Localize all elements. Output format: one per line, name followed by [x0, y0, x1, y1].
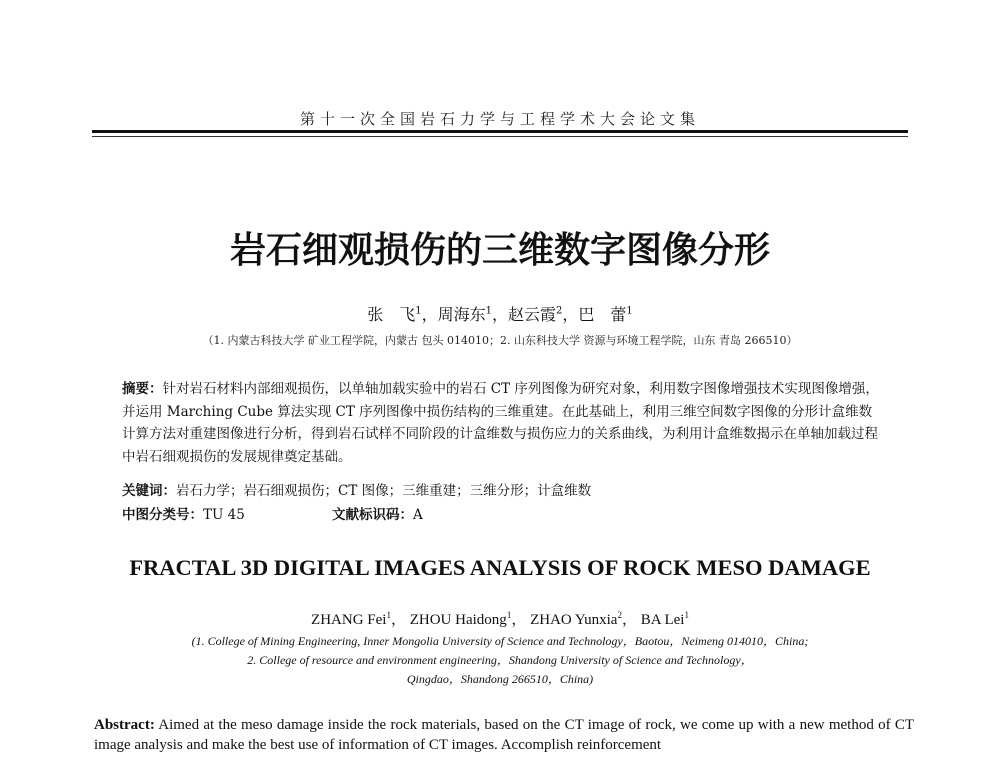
english-author-name: ZHANG Fei [311, 612, 387, 628]
english-abstract-label: Abstract: [94, 717, 155, 733]
chinese-author-affiliation-mark: 2 [556, 305, 563, 317]
chinese-classification [122, 505, 882, 525]
chinese-title: 岩石细观损伤的三维数字图像分形 [229, 230, 770, 271]
english-authors: ZHANG Fei$^1$， ZHOU Haidong$^1$， ZHAO Yunxia$^2$， BA Lei$^1$ [311, 610, 689, 628]
english-author-affiliation-mark: 1 [684, 610, 689, 620]
chinese-author-affiliation-mark: 1 [415, 305, 422, 317]
class-number-value: TU 45 [203, 507, 245, 523]
english-affiliation-line: 2. College of resource and environment engineering，Shandong University of Science and Technology， [247, 653, 753, 667]
chinese-author-name: 张 飞 [367, 305, 416, 324]
running-header: 第十一次全国岩石力学与工程学术大会论文集 [299, 110, 700, 128]
english-title: FRACTAL 3D DIGITAL IMAGES ANALYSIS OF ROCK MESO DAMAGE [129, 555, 871, 580]
chinese-author-name: 赵云霞 [508, 305, 557, 324]
class-number-label: 中图分类号： [122, 507, 203, 523]
english-affiliation [80, 632, 920, 689]
english-affiliation-line: (1. College of Mining Engineering, Inner Mongolia University of Science and Technology，Baotou，Neimeng 014010，China; [191, 634, 809, 648]
chinese-author-name: 巴 蕾 [578, 305, 627, 324]
document-code-label: 文献标识码： [332, 507, 413, 523]
document-code [332, 505, 423, 525]
chinese-abstract-text: 针对岩石材料内部细观损伤，以单轴加载实验中的岩石 CT 序列图像为研究对象，利用数字图像增强技术实现图像增强，并运用 Marching Cube 算法实现 CT 序列图像中损伤结构的三维重建。在此基础上，利用三维空间数字图像的分形计盒维数计算方法对重建图像进行分析，得到岩石试样不同阶段的计盒维数与损伤应力的关系曲线，为利用计盒维数揭示在单轴加载过程中岩石细观损伤的发展规律奠定基础。 [122, 381, 879, 465]
english-affiliation-line: Qingdao，Shandong 266510，China) [406, 672, 594, 686]
chinese-authors: 张 飞$^1$，周海东$^1$，赵云霞$^2$，巴 蕾$^1$ [367, 305, 633, 324]
chinese-abstract-label: 摘要： [122, 381, 163, 397]
chinese-author-name: 周海东 [437, 305, 486, 324]
english-author-name: BA Lei [640, 612, 685, 628]
english-author-affiliation-mark: 1 [506, 610, 512, 620]
english-author-name: ZHOU Haidong [409, 612, 507, 628]
chinese-author-affiliation-mark: 1 [626, 305, 633, 317]
header-rule-thin [92, 136, 908, 137]
english-author-affiliation-mark: 1 [386, 610, 391, 620]
english-abstract [94, 715, 914, 755]
english-abstract-text: Aimed at the meso damage inside the rock materials, based on the CT image of rock, we come up with a new method of CT image analysis and make the best use of information of CT images. Accomplish reinforcement [94, 717, 914, 753]
chinese-keywords-label: 关键词： [122, 483, 176, 499]
chinese-keywords-text: 岩石力学；岩石细观损伤；CT 图像；三维重建；三维分形；计盒维数 [176, 483, 592, 499]
chinese-keywords [122, 481, 882, 501]
chinese-affiliation: （1. 内蒙古科技大学 矿业工程学院，内蒙古 包头 014010；2. 山东科技大学 资源与环境工程学院，山东 青岛 266510） [202, 334, 798, 347]
english-author-affiliation-mark: 2 [617, 610, 622, 620]
header-rule-thick [92, 130, 908, 133]
document-code-value: A [413, 507, 423, 523]
english-author-name: ZHAO Yunxia [530, 612, 618, 628]
chinese-abstract [122, 378, 882, 468]
chinese-author-affiliation-mark: 1 [485, 305, 492, 317]
